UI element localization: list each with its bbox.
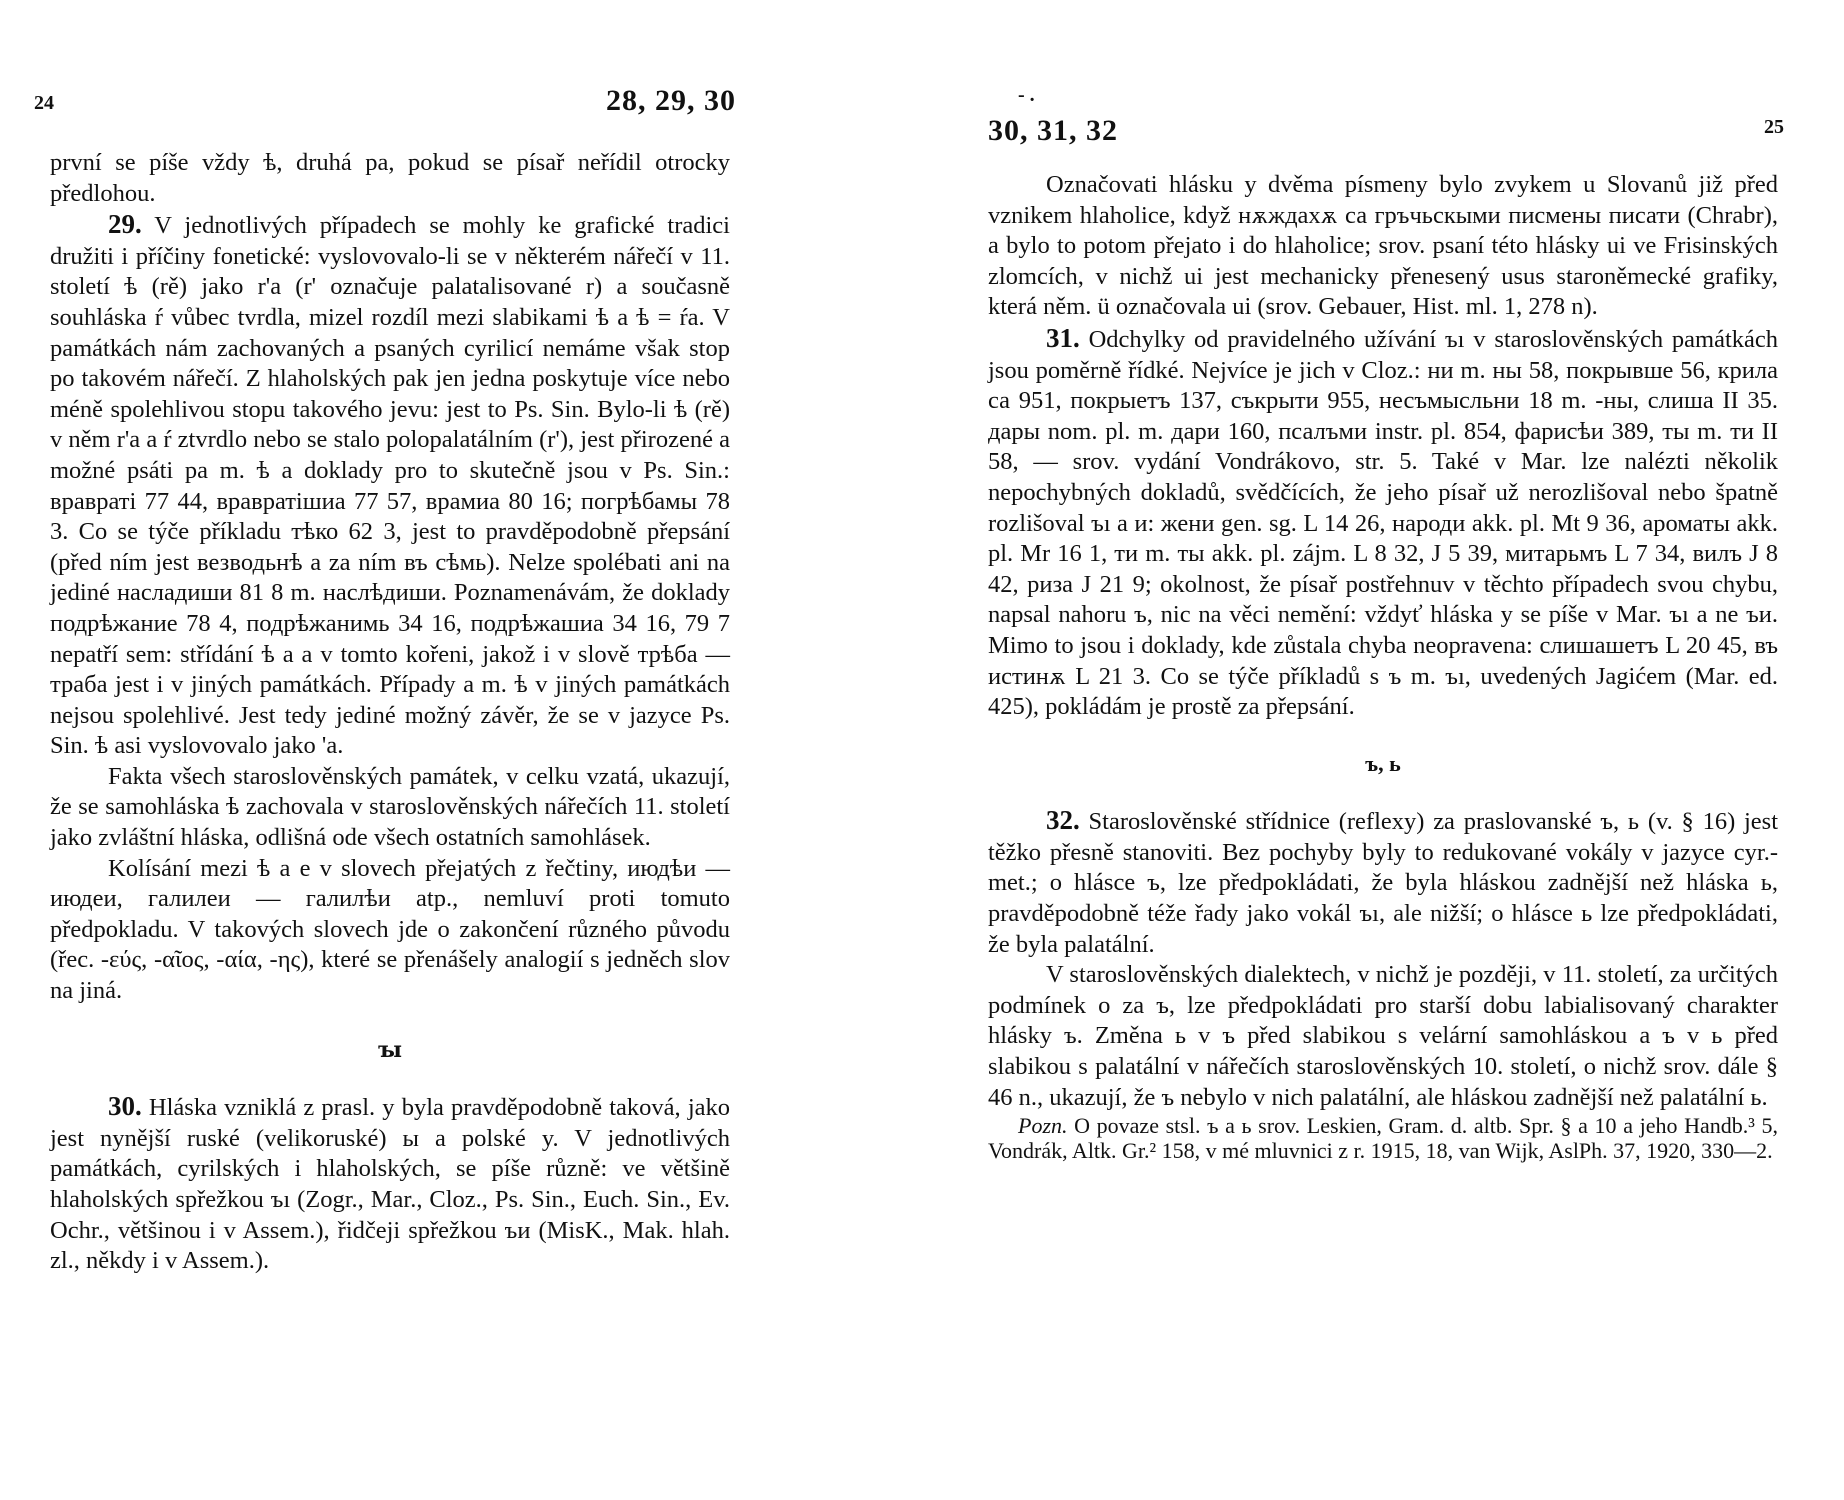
- paragraph-text: Označovati hlásku y dvěma písmeny bylo zvykem u Slovanů již před vznikem hlaholice, když нѫждахѫ са гръчьскыми писмены писати (Chrabr), a bylo to potom přejato i do hlaholice; srov. psaní této hlásky ui ve Frisinských zlomcích, v nichž ui jest mechanicky přenesený usus staroněmecké grafiky, která něm. ü označovala ui (srov. Gebauer, Hist. ml. 1, 278 n).: [988, 171, 1778, 321]
- paragraph-text: Hláska vzniklá z prasl. y byla pravděpodobně taková, jako jest nynější ruské (velikoruské) ы a polské y. V jednotlivých památkách, cyrilských i hlaholských, se píše různě: ve většině hlaholských spřežkou ъı (Zogr., Mar., Cloz., Ps. Sin., Euch. Sin., Ev. Ochr., většinou i v Assem.), řidčeji spřežkou ъи (MisK., Mak. hlah. zl., někdy i v Assem.).: [50, 1094, 730, 1275]
- paragraph-text: Kolísání mezi ѣ a е v slovech přejatých z řečtiny, июдѣи — июдеи, галилеи — галилѣи atp., nemluví proti tomuto předpokladu. V takových slovech jde o zakončení různého původu (řec. -εύς, -αῖος, -αία, -ης), které se přenášely analogií s jedněch slov na jiná.: [50, 854, 730, 1005]
- paragraph-29: [50, 209, 730, 762]
- note-text: O povaze stsl. ъ a ь srov. Leskien, Gram. d. altb. Spr. § a 10 a jeho Handb.³ 5, Vondrák, Altk. Gr.² 158, v mé mluvnici z r. 1915, 18, van Wijk, AslPh. 37, 1920, 330—2.: [988, 1113, 1778, 1164]
- right-body: [988, 170, 1778, 1163]
- section-number: 30.: [108, 1091, 142, 1122]
- right-page-number: 25: [1764, 116, 1784, 138]
- continued-paragraph: [50, 148, 730, 209]
- left-body: [50, 148, 730, 1277]
- footnote: [988, 1113, 1778, 1163]
- paragraph-v-stsl: [988, 960, 1778, 1113]
- section-number: 32.: [1046, 805, 1080, 836]
- paragraph-fakta: [50, 762, 730, 854]
- note-label: Pozn.: [1018, 1113, 1068, 1139]
- heading-yers: ъ, ь: [1365, 750, 1401, 776]
- paragraph-oznacovati: [988, 170, 1778, 323]
- paragraph-text: Fakta všech staroslověnských památek, v celku vzatá, ukazují, že se samohláska ѣ zachovala v staroslověnských nářečích 11. století jako zvláštní hláska, odlišná ode všech ostatních samohlásek.: [50, 762, 730, 852]
- section-number: 31.: [1046, 322, 1080, 353]
- paragraph-text: V jednotlivých případech se mohly ke grafické tradici družiti i příčiny fonetické: vyslovovalo-li se v některém nářečí v 11. století ѣ (rě) jako r'a (r' označuje palatalisované r) a současně souhláska ŕ vůbec tvrdla, mizel rozdíl mezi slabikami ѣ a ѣ = ŕa. V památkách nám zachovaných a psaných cyrilicí nemáme však stop po takovém nářečí. Z hlaholských pak jen jedna poskytuje více nebo méně spolehlivou stopu takového jevu: jest to Ps. Sin. Bylo-li ѣ (rě) v něm r'a a ŕ ztvrdlo nebo se stalo polopalatálním (r'), jest přirozené a možné psáti ра m. ѣ a doklady pro to skutečně jsou v Ps. Sin.: ʙраʙратi 77 44, ʙраʙратiшиа 77 57, ʙрамиа 80 16; погрѣбамы 78 3. Co se týče příkladu тѣко 62 3, jest to pravděpodobně přepsání (před ním jest ʙезʙодьнѣ a za ním въ сѣмь). Nelze spolébati ani na jediné насладиши 81 8 m. наслѣдиши. Poznamenávám, že doklady подрѣжание 78 4, подрѣжанимь 34 16, подрѣжашиа 34 16, 79 7 nepatří sem: střídání ѣ a а v tomto kořeni, jakož i v slově трѣба — траба jest i v jiných památkách. Případy а m. ѣ v jiných památkách nejsou spolehlivé. Jest tedy jediné možný závěr, že se v jazyce Ps. Sin. ѣ asi vyslovovalo jako 'a.: [50, 212, 730, 760]
- top-marks: - .: [1018, 84, 1035, 106]
- left-section-range: 28, 29, 30: [606, 84, 736, 117]
- left-page-number: 24: [34, 92, 54, 114]
- paragraph-text: Staroslověnské střídnice (reflexy) za praslovanské ъ, ь (v. § 16) jest těžko přesně stanoviti. Bez pochyby byly to redukované vokály v jazyce cyr.-met.; o hlásce ъ, lze předpokládati, že byla hláskou zadnější než hláska ь, pravděpodobně téže řady jako vokál ъı, ale nižší; o hlásce ь lze předpokládati, že byla palatální.: [988, 808, 1779, 958]
- paragraph-kolisani: [50, 854, 730, 1007]
- paragraph-text: V staroslověnských dialektech, v nichž je později, v 11. století, za určitých podmínek о za ъ, lze předpokládati pro starší dobu labialisovaný charakter hlásky ъ. Změna ь v ъ před slabikou s velární samohláskou a ъ v ь před slabikou s palatální v nářečích staroslověnských 10. století, o nichž srov. dále § 46 n., ukazují, že ъ nebylo v nich palatální, ale hláskou zadnější než palatální ь.: [988, 961, 1778, 1111]
- right-section-range: 30, 31, 32: [988, 114, 1118, 147]
- section-number: 29.: [108, 209, 142, 240]
- paragraph-30: [50, 1091, 730, 1277]
- text-line: první se píše vždy ѣ, druhá ра, pokud se písař neřídil otrocky: [50, 149, 730, 176]
- heading-y: ꙑ: [377, 1036, 403, 1062]
- text-line: předlohou.: [50, 179, 156, 207]
- paragraph-31: [988, 323, 1778, 723]
- paragraph-32: [988, 805, 1778, 960]
- paragraph-text: Odchylky od pravidelného užívání ъı v staroslověnských památkách jsou poměrně řídké. Nejvíce je jich v Cloz.: ни m. ны 58, покрывше 56, крила са 951, покрыетъ 137, съкрыти 955, несъмысльни 18 m. -ны, слишa II 35. дары nom. pl. m. дари 160, псалъми instr. pl. 854, фарисѣи 389, ты m. ти II 58, — srov. vydání Vondrákovo, str. 5. Také v Mar. lze nalézti několik nepochybných dokladů, svědčících, že jeho písař už nerozlišoval nebo špatně rozlišoval ъı a и: жени gen. sg. L 14 26, народи akk. pl. Mt 9 36, ароматы akk. pl. Mr 16 1, ти m. ты akk. pl. zájm. L 8 32, J 5 39, митарьмъ L 7 34, вилъ J 8 42, риза J 21 9; okolnost, že písař postřehnuv v těchto případech svou chybu, napsal nahoru ъ, nic na věci nemění: vždyť hláska y se píše v Mar. ъı a ne ъи. Mimo to jsou i doklady, kde zůstala chyba neopravena: слишашетъ L 20 45, въ истинѫ L 21 3. Co se týče příkladů s ъ m. ъı, uvedených Jagićem (Mar. ed. 425), pokládám je prostě za přepsání.: [988, 325, 1779, 721]
